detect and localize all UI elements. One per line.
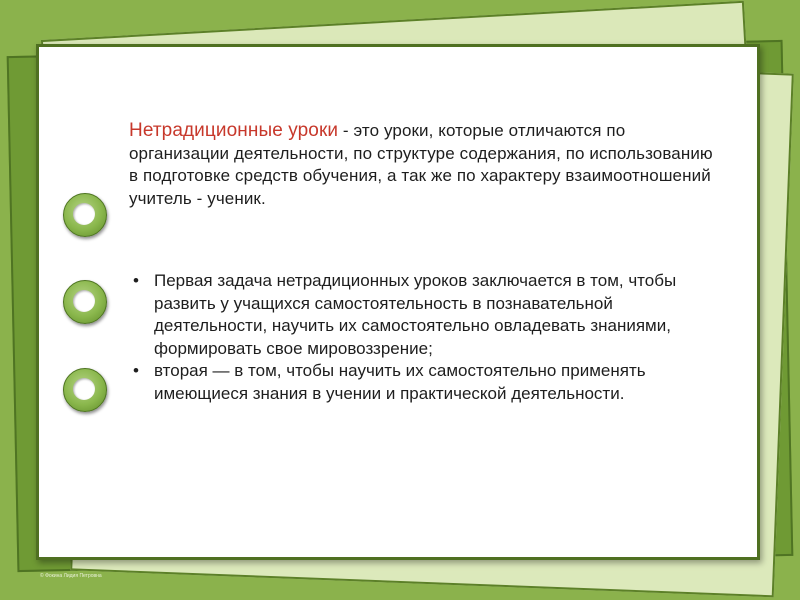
bullet-text: вторая — в том, чтобы научить их самостоятельно применять имеющиеся знания в учении и практической деятельности. [154,361,646,403]
bullet-text: Первая задача нетрадиционных уроков заключается в том, чтобы развить у учащихся самостоятельность в познавательной деятельности, научить их самостоятельно овладевать знаниями, формировать свое мировоззрение; [154,271,677,358]
definition-paragraph [129,120,719,210]
ring-icon [63,193,107,237]
definition-text: - это уроки, которые отличаются по организации деятельности, по структуре содержания, по использованию в подготовке средств обучения, а так же по характеру взаимоотношений учитель - ученик. [129,121,713,208]
footer-credit: © Фокина Лидия Петровна [40,573,102,579]
list-item [131,360,721,405]
bullet-marker: • [133,361,139,380]
bullet-marker: • [133,271,139,290]
list-item [131,270,721,360]
ring-icon [63,280,107,324]
bullet-list [131,270,721,405]
term-heading: Нетрадиционные уроки [129,120,339,141]
ring-icon [63,368,107,412]
